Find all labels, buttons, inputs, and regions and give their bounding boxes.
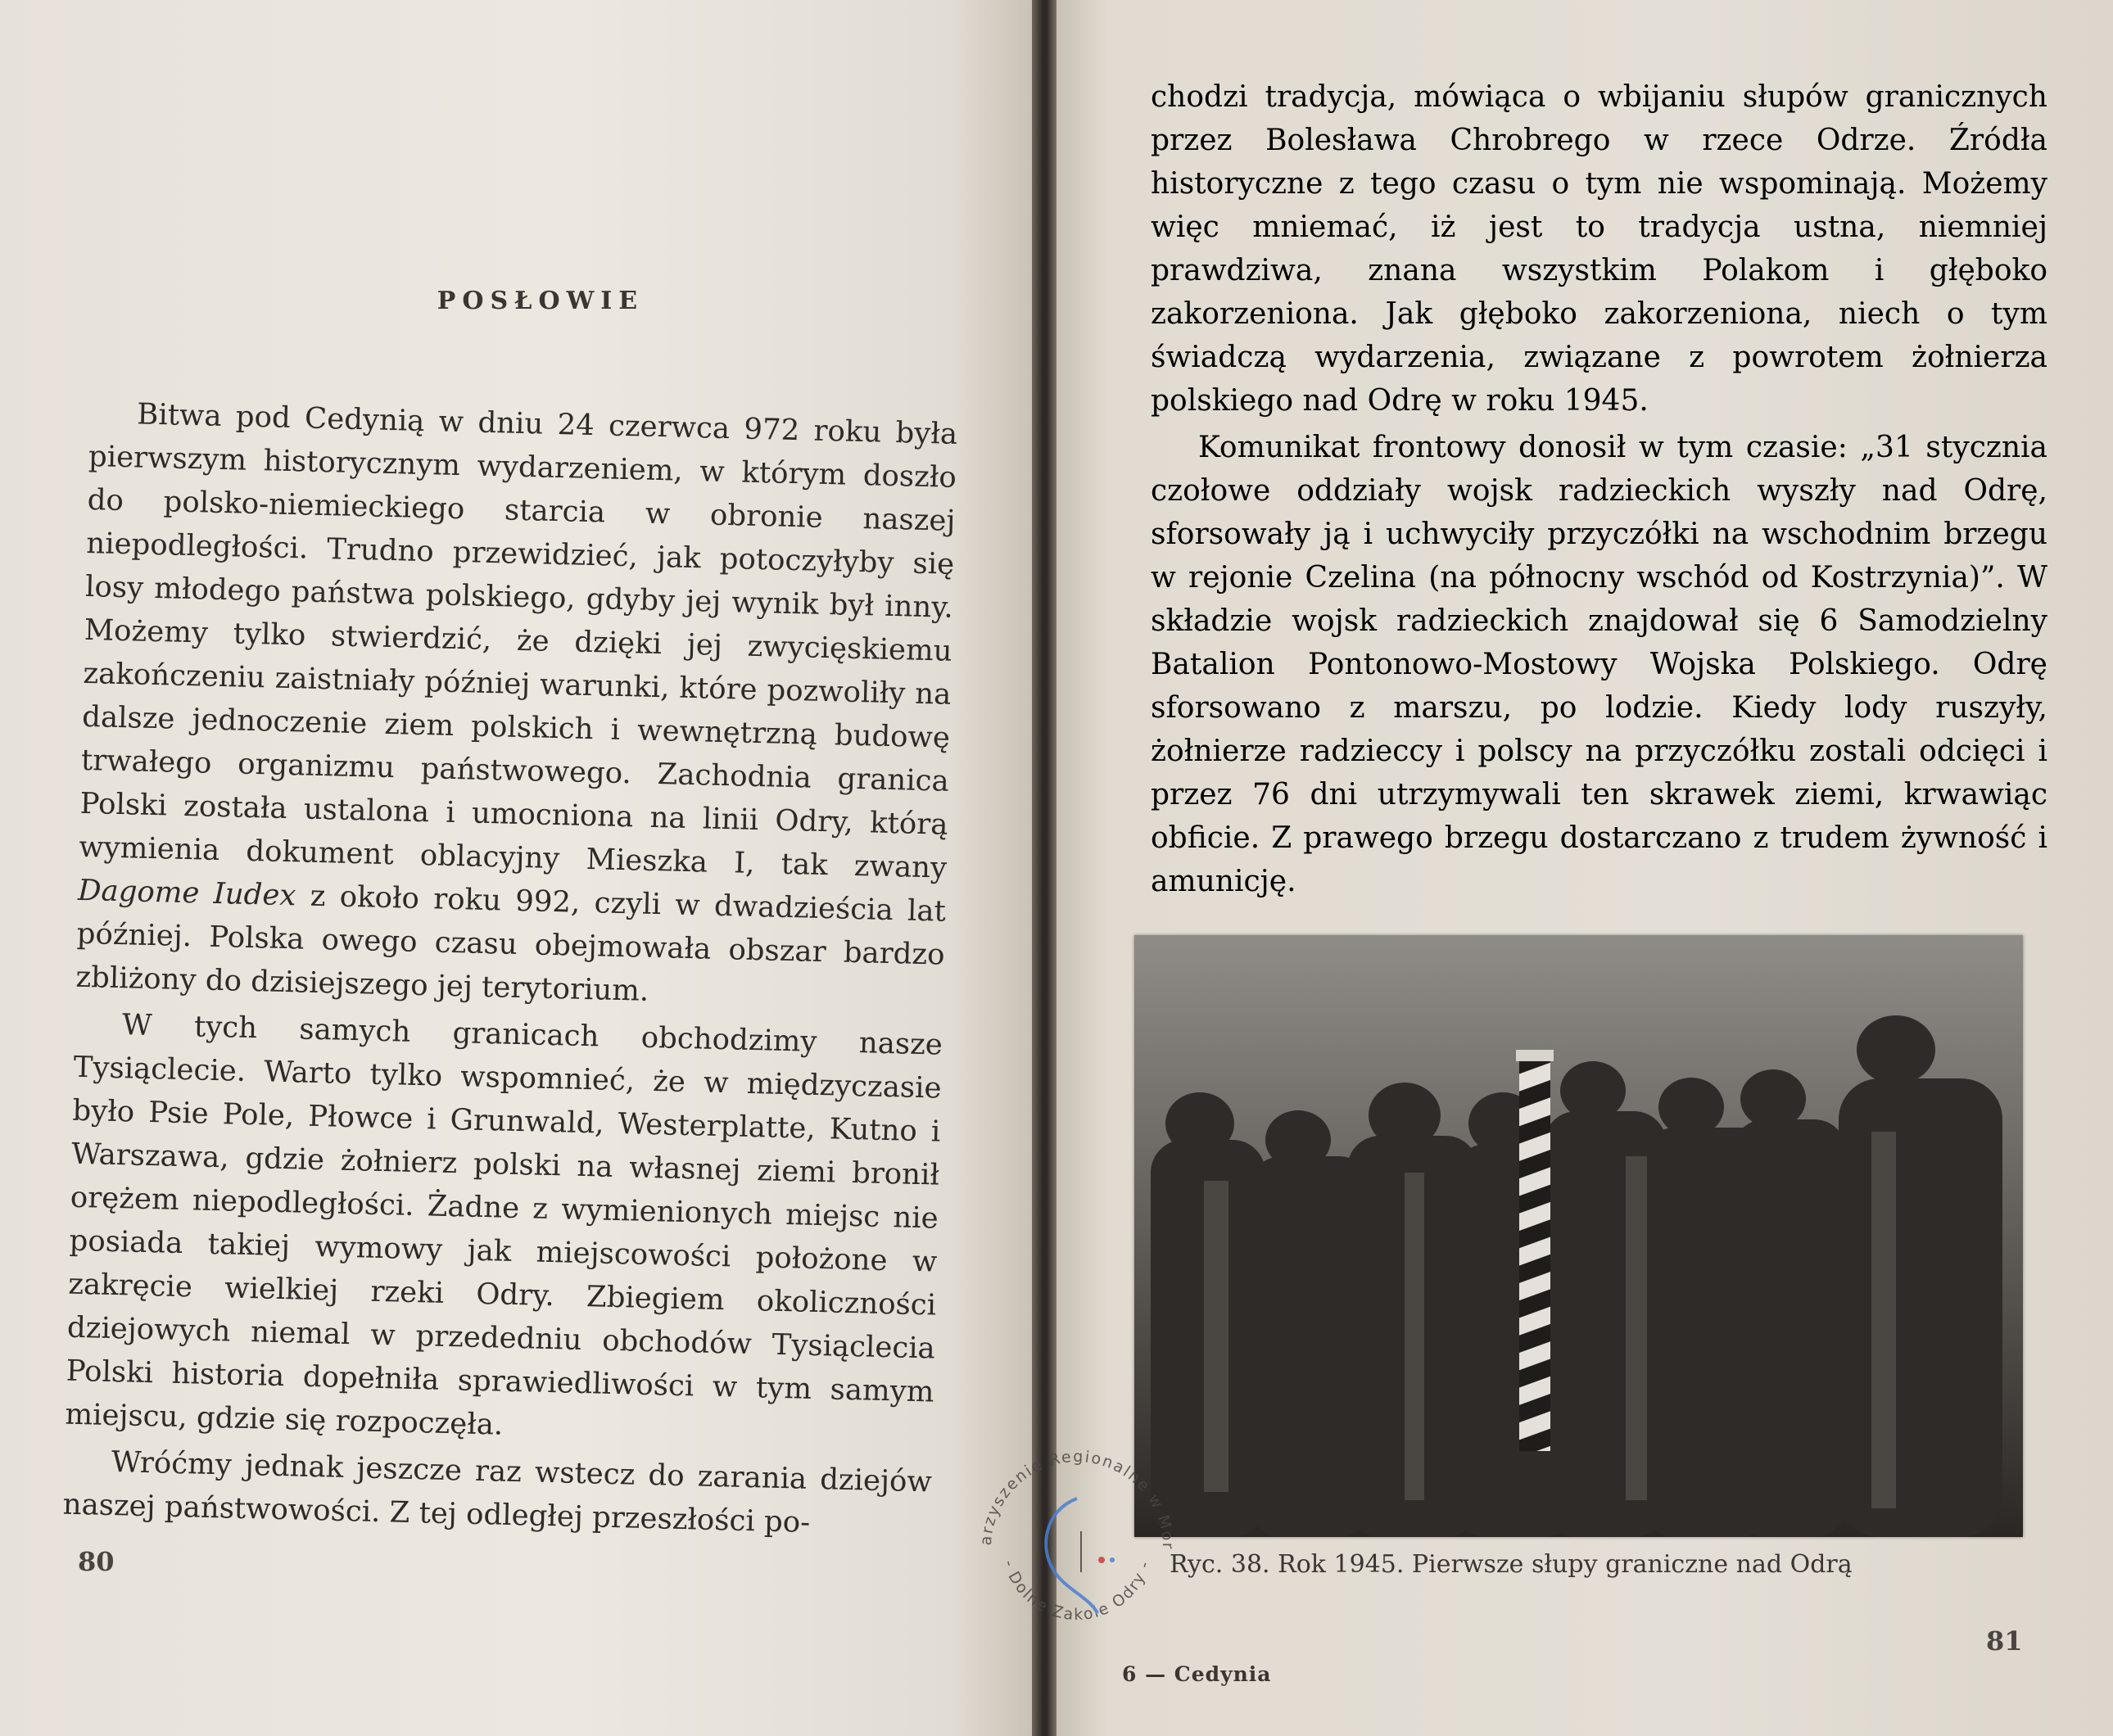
paragraph — [75, 391, 958, 1020]
page-number: 81 — [1986, 1625, 2023, 1657]
paragraph-text: z około roku 992, czyli w dwadzieścia lat później. Polska owego czasu obejmowała obszar bardzo zbliżony do dzisiejszego jej terytorium. — [75, 879, 947, 1008]
stamp-text-top: arzyszenie Regionalne w Mor — [976, 1447, 1178, 1551]
river-map-logo — [966, 1425, 1188, 1646]
right-page-text — [1151, 75, 2047, 903]
chapter-title: POSŁOWIE — [437, 287, 645, 315]
sheet-signature: 6 — Cedynia — [1122, 1662, 1272, 1686]
paragraph-text: Bitwa pod Cedynią w dniu 24 czerwca 972 roku była pierwszym historycznym wydarzeniem, w którym doszło do polsko-niemieckiego starcia w obronie naszej niepodległości. Trudno przewidzieć, jak potoczyłyby się losy młodego państwa polskiego, gdyby jej wynik był inny. Możemy tylko stwierdzić, że dzięki jej zwycięskiemu zakończeniu zaistniały później warunki, które pozwoliły na dalsze jednoczenie ziem polskich i wewnętrzną budowę trwałego organizmu państwowego. Zachodnia granica Polski została ustalona i umocniona na linii Odry, którą wymienia dokument oblacyjny Mieszka I, tak zwany — [78, 397, 958, 885]
stamp-text-bottom: - Dolne Zakole Odry - — [999, 1557, 1155, 1625]
left-page-text — [62, 391, 958, 1547]
paragraph: chodzi tradycja, mówiąca o wbijaniu słupów granicznych przez Bolesława Chrobrego w rzece Odrze. Źródła historyczne z tego czasu o tym nie wspominają. Możemy więc mniemać, iż jest to tradycja ustna, niemniej prawdziwa, znana wszystkim Polakom i głęboko zakorzeniona. Jak głęboko zakorzeniona, niech o tym świadczą wydarzenia, związane z powrotem żołnierza polskiego nad Odrę w roku 1945. — [1151, 80, 2047, 418]
association-watermark-stamp — [966, 1425, 1188, 1646]
svg-text:Stowarzyszenie Regionalne w Mo — [966, 1425, 1177, 1551]
soldiers-at-border-post-photo — [1134, 935, 2023, 1537]
paragraph: W tych samych granicach obchodzimy nasze Tysiąclecie. Warto tylko wspomnieć, że w międzyczasie było Psie Pole, Płowce i Grunwald, Westerplatte, Kutno i Warszawa, gdzie żołnierz polski na własnej ziemi bronił orężem niepodległości. Żadne z wymienionych miejsc nie posiada takiej wymowy jak miejscowości położone w zakręcie wielkiej rzeki Odry. Zbiegiem okoliczności dziejowych niemal w przededniu obchodów Tysiąclecia Polski historia dopełniła sprawiedliwości w tym samym miejscu, gdzie się rozpoczęła. — [64, 1008, 943, 1442]
paragraph: Komunikat frontowy donosił w tym czasie: „31 stycznia czołowe oddziały wojsk radzieckich wyszły nad Odrę, sforsowały ją i uchwyciły przyczółki na wschodnim brzegu w rejonie Czelina (na północny wschód od Kostrzynia)”. W składzie wojsk radzieckich znajdował się 6 Samodzielny Batalion Pontonowo-Mostowy Wojska Polskiego. Odrę sforsowano z marszu, po lodzie. Kiedy lody ruszyły, żołnierze radzieccy i polscy na przyczółku zostali odcięci i przez 76 dni utrzymywali ten skrawek ziemi, krwawiąc obficie. Z prawego brzegu dostarczano z trudem żywność i amunicję. — [1151, 431, 2047, 898]
paragraph: Wróćmy jednak jeszcze raz wstecz do zarania dziejów naszej państwowości. Z tej odległej przeszłości po- — [62, 1445, 933, 1539]
historical-photo — [1134, 935, 2023, 1537]
document-title: Dagome Iudex — [77, 873, 296, 913]
left-page — [0, 0, 1032, 1736]
page-number: 80 — [78, 1546, 115, 1577]
photo-caption: Ryc. 38. Rok 1945. Pierwsze słupy graniczne nad Odrą — [1170, 1550, 1853, 1579]
